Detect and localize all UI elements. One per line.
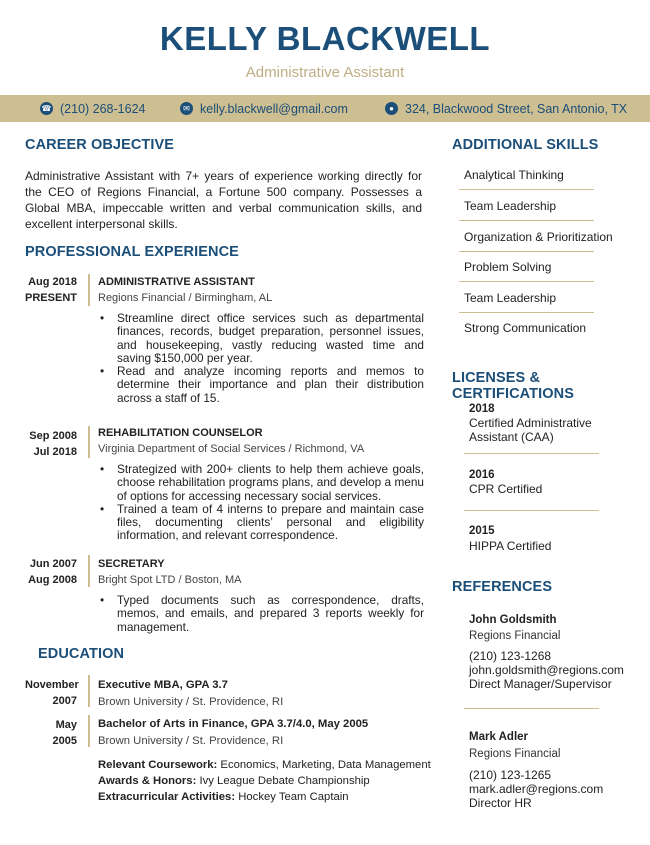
skill-divider-2 [459,220,594,221]
reference-2-org: Regions Financial [469,748,561,760]
job-2-divider [88,426,90,458]
license-divider-1 [464,453,599,454]
skill-item-4: Problem Solving [464,260,552,274]
address-text: 324, Blackwood Street, San Antonio, TX [405,101,628,116]
job-1-bullet-1: • Streamline direct office services such as departmental finances, records, budget preparation, personnel issues, and housekeeping, vastly reducing wasted time and saving $150,000 per year. [98,312,424,365]
experience-heading: PROFESSIONAL EXPERIENCE [25,244,239,260]
reference-1-phone: (210) 123-1268 [469,649,552,663]
reference-2-phone: (210) 123-1265 [469,768,552,782]
contact-address [385,102,627,116]
license-3-name: HIPPA Certified [469,539,552,553]
edu-1-date-start: November [25,679,79,691]
job-3-bullet-1: • Typed documents such as correspondence, drafts, memos, and emails, and prepared 3 reports weekly for management. [98,594,424,634]
references-heading: REFERENCES [452,579,553,595]
skill-item-6: Strong Communication [464,321,587,335]
objective-heading: CAREER OBJECTIVE [25,137,175,153]
license-2-name: CPR Certified [469,482,543,496]
reference-1-name: John Goldsmith [469,614,557,626]
phone-text: (210) 268-1624 [60,101,146,116]
license-2-year: 2016 [469,469,495,481]
skill-item-5: Team Leadership [464,291,557,305]
license-1-name: Certified Administrative Assistant (CAA) [469,416,592,444]
reference-1-email[interactable]: john.goldsmith@regions.com [469,663,624,677]
licenses-heading: LICENSES & CERTIFICATIONS [452,370,574,402]
edu-2-divider [88,715,90,747]
job-1-bullet-2: • Read and analyze incoming reports and memos to determine their importance and plan their distribution across a staff of 15. [98,365,424,405]
coursework-value: Economics, Marketing, Data Management [217,759,431,771]
contact-email[interactable] [180,102,348,116]
objective-text: Administrative Assistant with 7+ years of experience working directly for the CEO of Regions Financial, a Fortune 500 company. Possesses a Global MBA, impeccable written and verbal communication skills, and excellent interpersonal skills. [25,169,422,231]
skill-divider-4 [459,281,594,282]
edu-2-date-end: 2005 [52,735,77,747]
candidate-name: KELLY BLACKWELL [159,20,491,57]
license-3-year: 2015 [469,525,495,537]
skill-item-2: Team Leadership [464,199,557,213]
skill-item-3: Organization & Prioritization [464,230,613,244]
skill-divider-1 [459,189,594,190]
activities-label: Extracurricular Activities: [98,791,236,803]
awards-value: Ivy League Debate Championship [196,775,370,787]
job-3-org: Bright Spot LTD / Boston, MA [98,574,242,586]
skill-item-1: Analytical Thinking [464,168,564,182]
job-1-date-end: PRESENT [25,292,77,304]
job-2-bullet-1: • Strategized with 200+ clients to help them achieve goals, choose rehabilitation programs plans, and develop a menu of options for accessing necessary social services. [98,463,424,503]
activities-value: Hockey Team Captain [235,791,349,803]
reference-2-email[interactable]: mark.adler@regions.com [469,782,604,796]
education-heading: EDUCATION [38,646,125,662]
edu-2-school: Brown University / St. Providence, RI [98,735,284,747]
job-2-date-end: Jul 2018 [33,446,77,458]
reference-2-role: Director HR [469,796,532,810]
skills-heading: ADDITIONAL SKILLS [452,137,599,153]
edu-2-date-start: May [55,719,77,731]
reference-1-org: Regions Financial [469,630,561,642]
job-1-divider [88,274,90,306]
job-3-divider [88,555,90,587]
job-3-bullets [98,594,424,634]
edu-2-date [25,717,77,749]
edu-activities [98,791,349,803]
skill-divider-3 [459,251,594,252]
job-2-bullets [98,463,424,543]
reference-2-name: Mark Adler [469,731,529,743]
job-1-date-start: Aug 2018 [28,276,77,288]
skill-divider-5 [459,312,594,313]
job-2-org: Virginia Department of Social Services / Richmond, VA [98,443,365,455]
edu-1-degree: Executive MBA, GPA 3.7 [98,679,228,691]
edu-2-degree: Bachelor of Arts in Finance, GPA 3.7/4.0, May 2005 [98,718,369,730]
job-2-bullet-2: • Trained a team of 4 interns to prepare and maintain case files, documenting clients’ personal and eligibility information, and relevant correspondence. [98,503,424,543]
job-3-date-start: Jun 2007 [29,558,77,570]
reference-divider [464,708,599,709]
edu-awards [98,775,370,787]
email-icon: ✉ [180,102,193,115]
license-divider-2 [464,510,599,511]
job-2-title: REHABILITATION COUNSELOR [98,427,263,439]
license-1-year: 2018 [469,403,495,415]
contact-phone [40,102,145,116]
edu-1-divider [88,675,90,707]
edu-1-date [25,677,77,709]
edu-1-school: Brown University / St. Providence, RI [98,696,284,708]
location-pin-icon: ● [385,102,398,115]
job-1-bullets [98,312,424,405]
job-1-date [25,274,77,306]
job-1-title: ADMINISTRATIVE ASSISTANT [98,276,255,288]
edu-coursework [98,759,431,771]
contact-bar [0,95,650,122]
job-2-date [25,428,77,460]
reference-1-role: Direct Manager/Supervisor [469,677,612,691]
job-3-date-end: Aug 2008 [28,574,77,586]
phone-icon: ☎ [40,102,53,115]
awards-label: Awards & Honors: [98,775,197,787]
email-text[interactable]: kelly.blackwell@gmail.com [200,101,348,116]
job-title-subtitle: Administrative Assistant [245,64,405,81]
job-2-date-start: Sep 2008 [29,430,77,442]
edu-1-date-end: 2007 [52,695,77,707]
coursework-label: Relevant Coursework: [98,759,218,771]
job-3-date [25,556,77,588]
job-3-title: SECRETARY [98,558,165,570]
job-1-org: Regions Financial / Birmingham, AL [98,292,273,304]
